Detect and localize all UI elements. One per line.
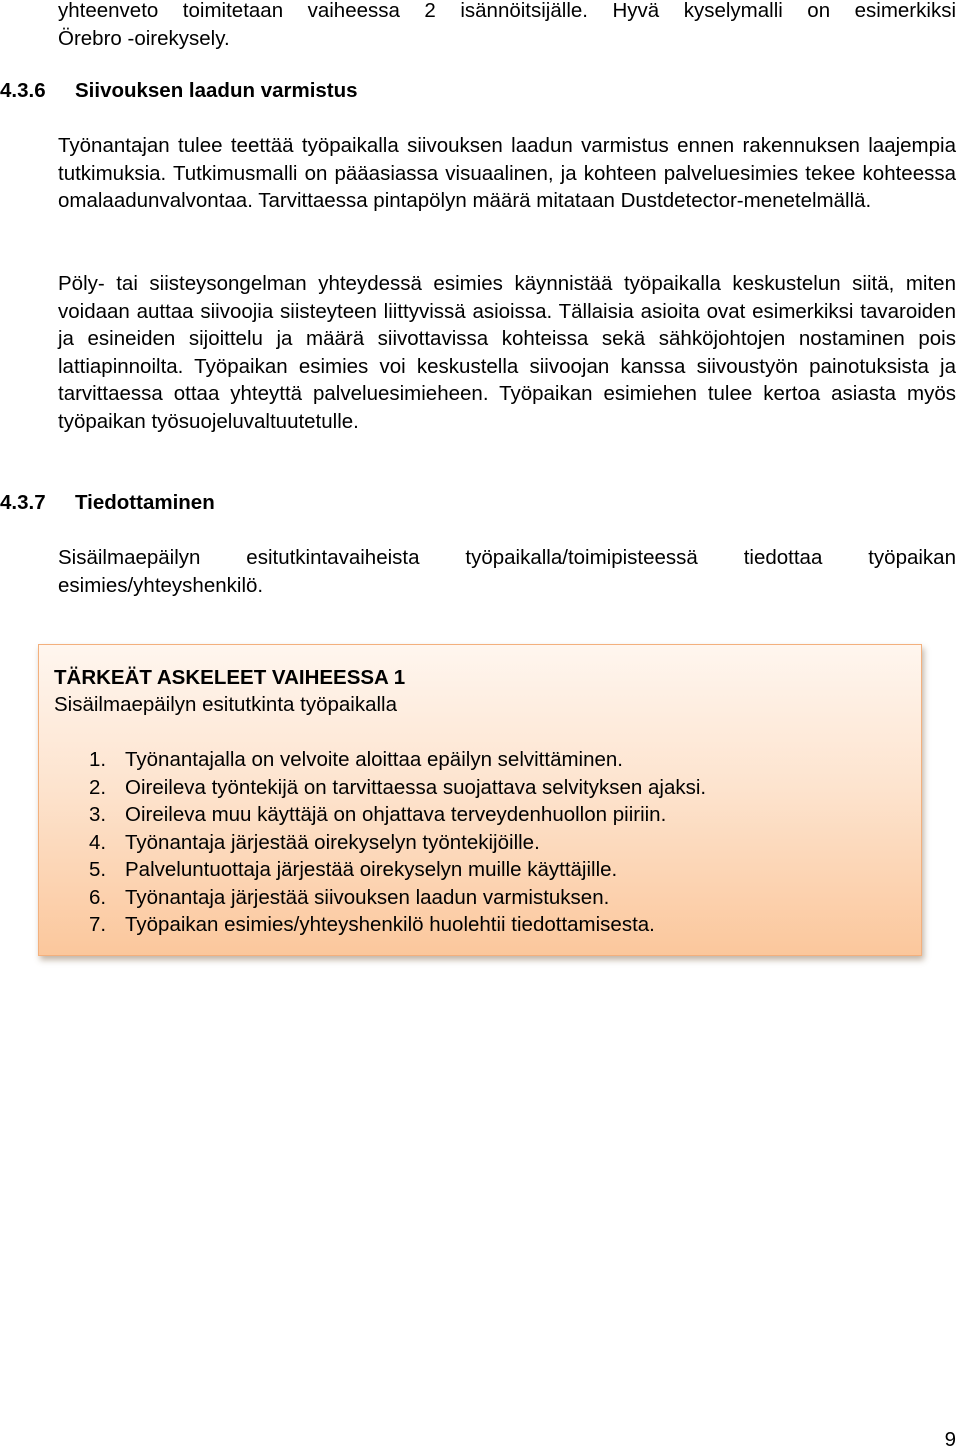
section-436-paragraph-2: Pöly- tai siisteysongelman yhteydessä esimies käynnistää työpaikalla keskustelun siitä, miten voidaan auttaa siivoojia siisteyteen liittyvissä asioissa. Tällaisia asioita ovat esimerkiksi tavaroiden ja esineiden sijoittelu ja määrä siivottavissa kohteissa sekä sähköjohtojen nostaminen pois lattiapinnoilta. Työpaikan esimies voi keskustella siivoojan kanssa siivoustyön painotuksista ja tarvittaessa ottaa yhteyttä palveluesimieheen. Työpaikan esimiehen tulee kertoa asiasta myös työpaikan työsuojeluvaltuutetulle.	[58, 272, 956, 433]
step-text: Työnantaja järjestää siivouksen laadun varmistuksen.	[125, 885, 610, 909]
steps-list	[89, 746, 706, 939]
intro-paragraph	[58, 0, 956, 52]
step-number: 7.	[89, 913, 107, 936]
step-item	[89, 856, 706, 884]
step-text: Työpaikan esimies/yhteyshenkilö huolehtii tiedottamisesta.	[125, 913, 655, 936]
section-heading-437	[0, 489, 215, 516]
intro-line-1: yhteenveto toimitetaan vaiheessa 2 isännöitsijälle. Hyvä kyselymalli on esimerkiksi	[58, 0, 956, 22]
important-steps-box	[38, 644, 922, 956]
step-text: Työnantajalla on velvoite aloittaa epäilyn selvittäminen.	[125, 748, 623, 771]
step-item	[89, 911, 706, 939]
step-number: 1.	[89, 748, 107, 771]
section-heading-436	[0, 77, 358, 104]
intro-line-2: Örebro -oirekysely.	[58, 26, 230, 50]
section-number-437: 4.3.7	[0, 491, 46, 514]
step-number: 6.	[89, 885, 107, 909]
step-item	[89, 801, 706, 829]
section-436-paragraph-1: Työnantajan tulee teettää työpaikalla siivouksen laadun varmistus ennen rakennuksen laajempia tutkimuksia. Tutkimusmalli on pääasiassa visuaalinen, ja kohteen palveluesimies tekee kohteessa omalaadunvalvontaa. Tarvittaessa pintapölyn määrä mitataan Dustdetector-menetelmällä.	[58, 134, 956, 212]
step-number: 3.	[89, 803, 107, 826]
step-number: 2.	[89, 775, 107, 799]
section-437-paragraph: Sisäilmaepäilyn esitutkintavaiheista työpaikalla/toimipisteessä tiedottaa työpaikan esimies/yhteyshenkilö.	[58, 546, 956, 597]
box-title: TÄRKEÄT ASKELEET VAIHEESSA 1	[54, 666, 406, 689]
page-number: 9	[944, 1428, 956, 1451]
step-text: Oireileva muu käyttäjä on ohjattava terveydenhuollon piiriin.	[125, 803, 667, 826]
step-text: Oireileva työntekijä on tarvittaessa suojattava selvityksen ajaksi.	[125, 775, 707, 799]
step-item	[89, 746, 706, 774]
section-number-436: 4.3.6	[0, 79, 46, 102]
step-text: Työnantaja järjestää oirekyselyn työntekijöille.	[125, 830, 540, 854]
step-text: Palveluntuottaja järjestää oirekyselyn muille käyttäjille.	[125, 858, 618, 881]
step-item	[89, 774, 706, 802]
step-number: 5.	[89, 858, 107, 881]
section-title-437: Tiedottaminen	[75, 491, 215, 514]
section-title-436: Siivouksen laadun varmistus	[75, 79, 358, 102]
step-item	[89, 884, 706, 912]
step-item	[89, 829, 706, 857]
step-number: 4.	[89, 830, 107, 854]
box-subtitle: Sisäilmaepäilyn esitutkinta työpaikalla	[54, 693, 397, 716]
